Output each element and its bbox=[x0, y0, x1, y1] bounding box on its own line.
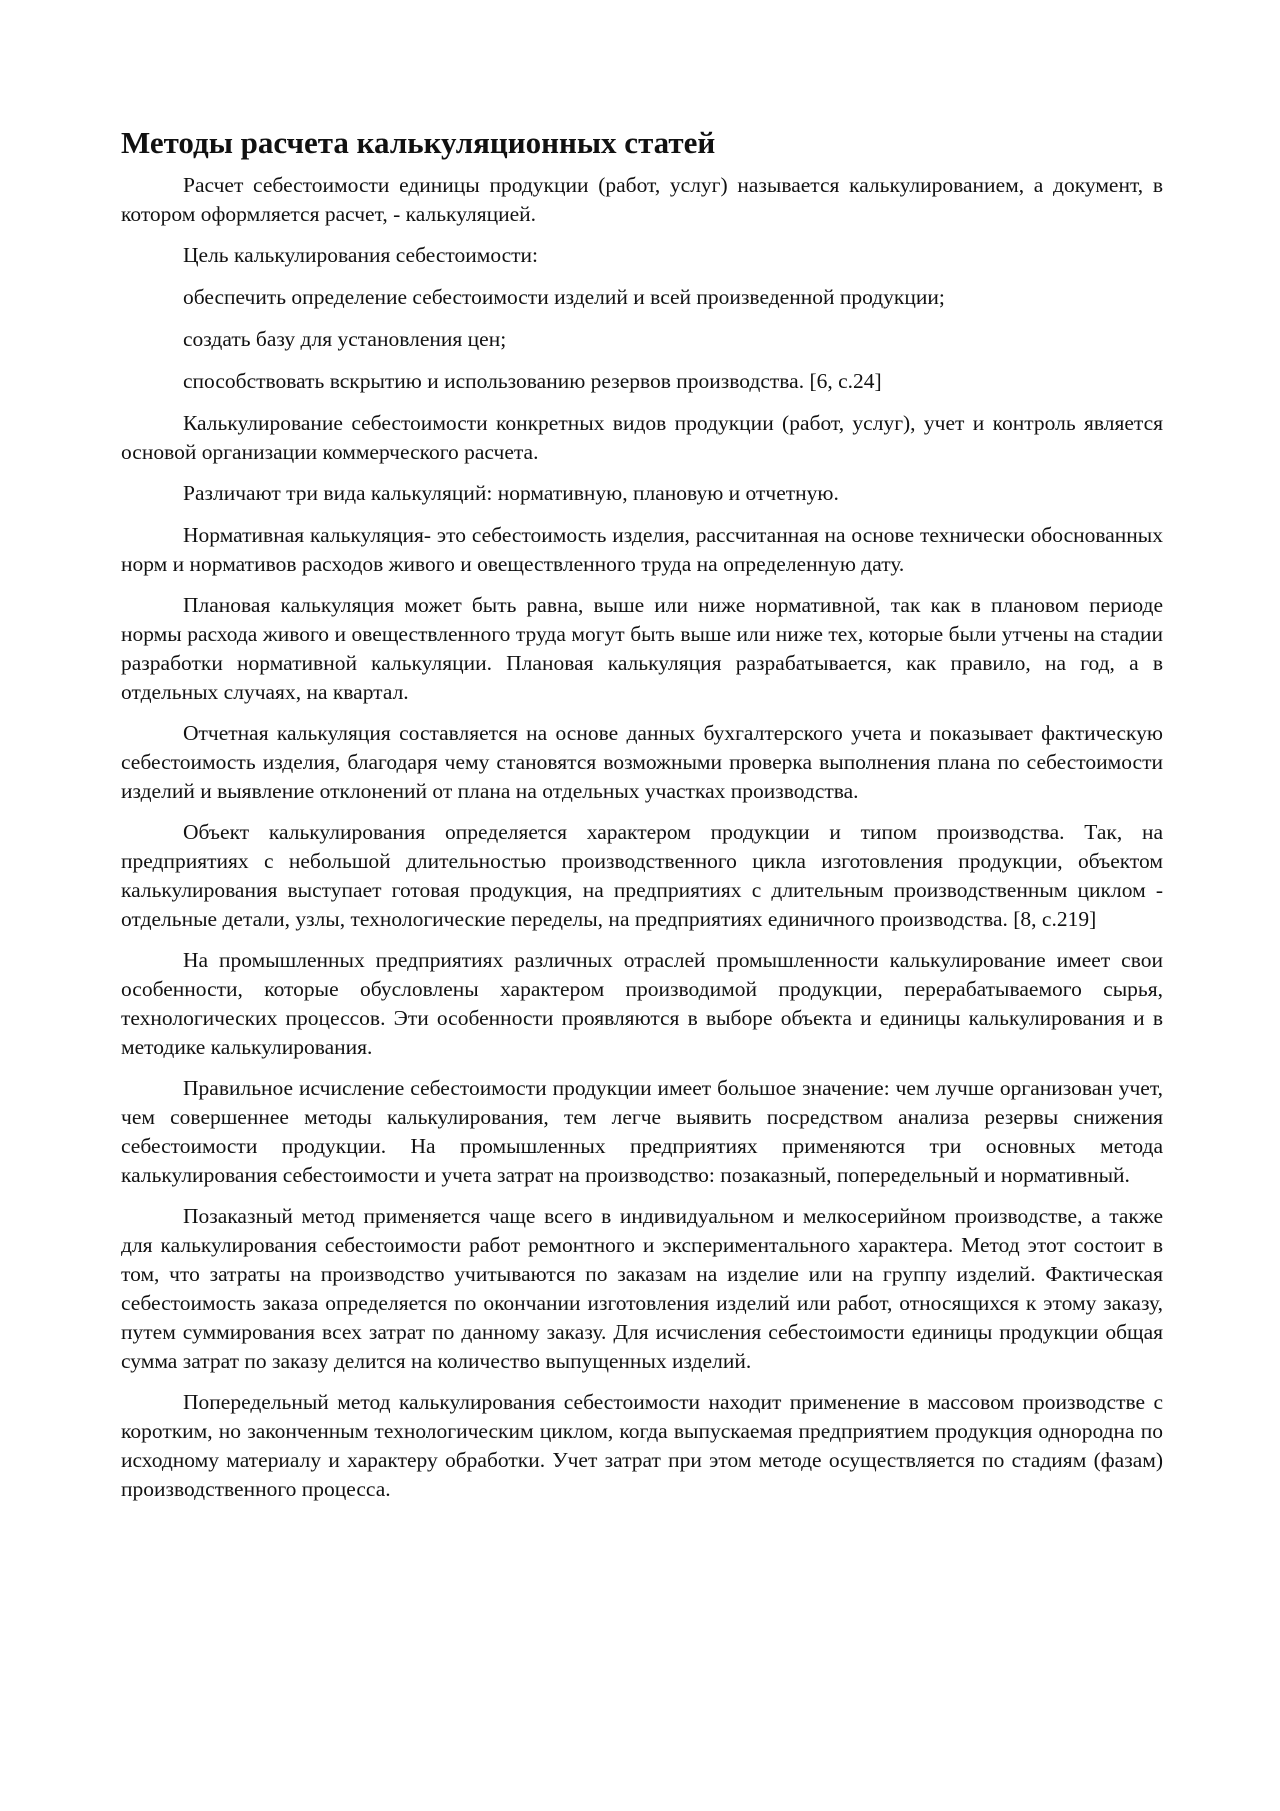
paragraph: способствовать вскрытию и использованию резервов производства. [6, с.24] bbox=[183, 369, 882, 394]
paragraph: обеспечить определение себестоимости изделий и всей произведенной продукции; bbox=[183, 285, 945, 310]
paragraph: Различают три вида калькуляций: нормативную, плановую и отчетную. bbox=[183, 481, 839, 506]
page-title: Методы расчета калькуляционных статей bbox=[121, 125, 716, 160]
paragraph: Позаказный метод применяется чаще всего в индивидуальном и мелкосерийном производстве, а также для калькулирования себестоимости работ ремонтного и экспериментального характера. Метод этот состоит в том, что затраты на производство учитываются по заказам на изделие или на группу изделий. Фактическая себестоимость заказа определяется по окончании изготовления изделий или работ, относящихся к этому заказу, путем суммирования всех затрат по данному заказу. Для исчисления себестоимости единицы продукции общая сумма затрат по заказу делится на количество выпущенных изделий. bbox=[121, 1204, 1163, 1374]
paragraph: Объект калькулирования определяется характером продукции и типом производства. Так, на предприятиях с небольшой длительностью производственного цикла изготовления продукции, объектом калькулирования выступает готовая продукция, на предприятиях с длительным производственным циклом - отдельные детали, узлы, технологические переделы, на предприятиях единичного производства. [8, с.219] bbox=[121, 820, 1163, 932]
paragraph: Калькулирование себестоимости конкретных видов продукции (работ, услуг), учет и контроль является основой организации коммерческого расчета. bbox=[121, 411, 1163, 465]
paragraph: Расчет себестоимости единицы продукции (работ, услуг) называется калькулированием, а документ, в котором оформляется расчет, - калькуляцией. bbox=[121, 173, 1163, 227]
paragraph: Правильное исчисление себестоимости продукции имеет большое значение: чем лучше организован учет, чем совершеннее методы калькулирования, тем легче выявить посредством анализа резервы снижения себестоимости продукции. На промышленных предприятиях применяются три основных метода калькулирования себестоимости и учета затрат на производство: позаказный, попередельный и нормативный. bbox=[121, 1076, 1163, 1188]
paragraph: Плановая калькуляция может быть равна, выше или ниже нормативной, так как в плановом периоде нормы расхода живого и овеществленного труда могут быть выше или ниже тех, которые были утчены на стадии разработки нормативной калькуляции. Плановая калькуляция разрабатывается, как правило, на год, а в отдельных случаях, на квартал. bbox=[121, 593, 1163, 705]
paragraph: Цель калькулирования себестоимости: bbox=[183, 243, 539, 268]
document-page bbox=[121, 118, 1163, 1516]
paragraph: создать базу для установления цен; bbox=[183, 327, 507, 352]
paragraph: Отчетная калькуляция составляется на основе данных бухгалтерского учета и показывает фактическую себестоимость изделия, благодаря чему становятся возможными проверка выполнения плана по себестоимости изделий и выявление отклонений от плана на отдельных участках производства. bbox=[121, 721, 1163, 804]
paragraph: Нормативная калькуляция- это себестоимость изделия, рассчитанная на основе технически обоснованных норм и нормативов расходов живого и овеществленного труда на определенную дату. bbox=[121, 523, 1163, 577]
paragraph: На промышленных предприятиях различных отраслей промышленности калькулирование имеет свои особенности, которые обусловлены характером производимой продукции, перерабатываемого сырья, технологических процессов. Эти особенности проявляются в выборе объекта и единицы калькулирования и в методике калькулирования. bbox=[121, 948, 1163, 1060]
paragraph: Попередельный метод калькулирования себестоимости находит применение в массовом производстве с коротким, но законченным технологическим циклом, когда выпускаемая предприятием продукция однородна по исходному материалу и характеру обработки. Учет затрат при этом методе осуществляется по стадиям (фазам) производственного процесса. bbox=[121, 1390, 1163, 1502]
